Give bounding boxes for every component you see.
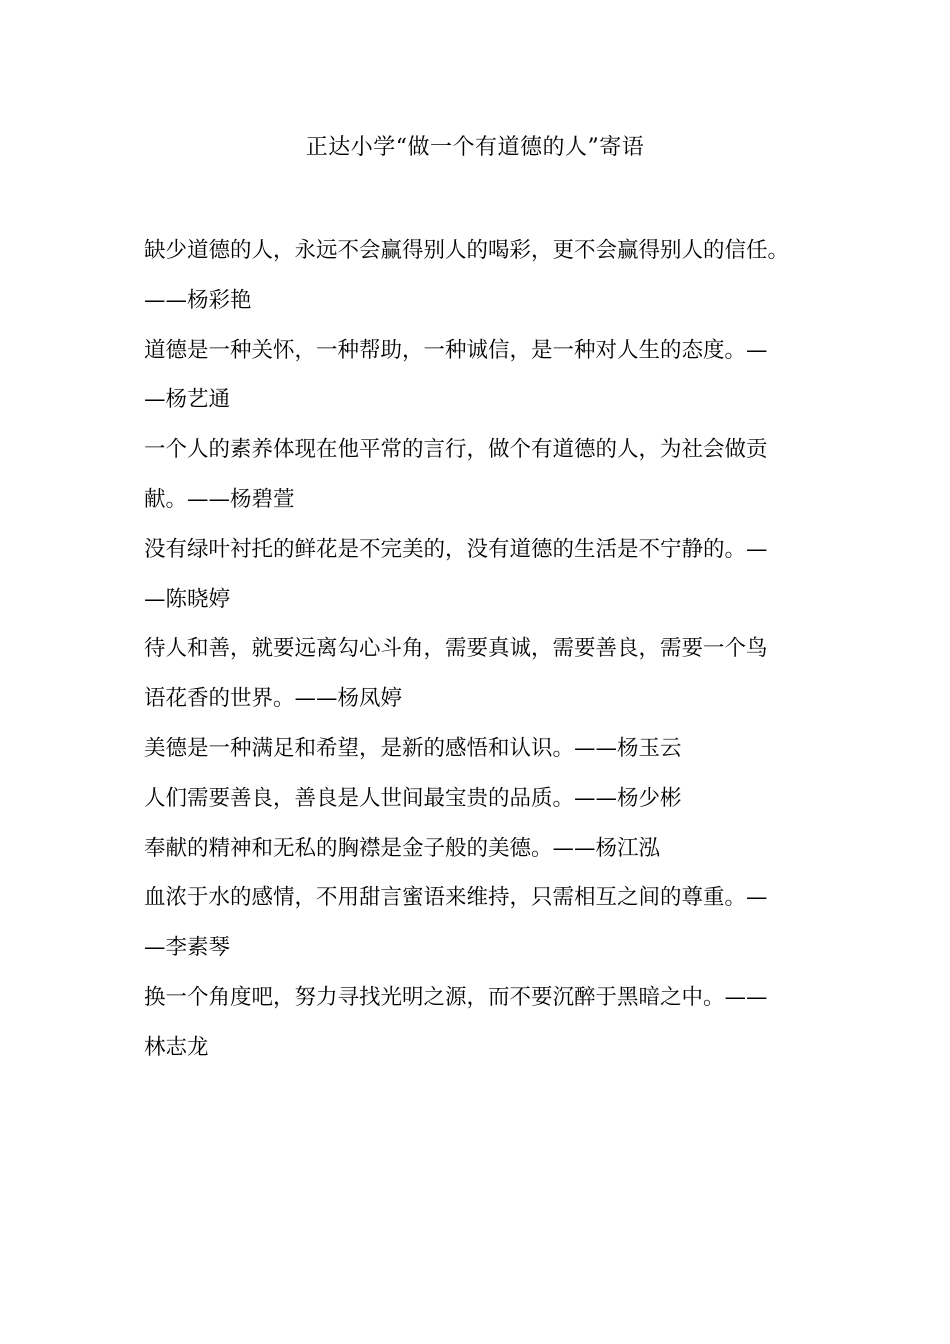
text-line: 没有绿叶衬托的鲜花是不完美的，没有道德的生活是不宁静的。— [144, 536, 768, 562]
text-line: 献。——杨碧萱 [144, 486, 295, 512]
text-line: 换一个角度吧，努力寻找光明之源，而不要沉醉于黑暗之中。—— [144, 984, 768, 1010]
text-line: —陈晓婷 [144, 586, 231, 612]
text-line: 人们需要善良，善良是人世间最宝贵的品质。——杨少彬 [144, 785, 682, 811]
text-line: ——杨彩艳 [144, 287, 252, 313]
document-body [144, 226, 808, 1073]
text-line: 待人和善，就要远离勾心斗角，需要真诚，需要善良，需要一个鸟 [144, 636, 768, 662]
text-line: 奉献的精神和无私的胸襟是金子般的美德。——杨江泓 [144, 835, 661, 861]
text-line: 语花香的世界。——杨凤婷 [144, 686, 403, 712]
text-line: 林志龙 [144, 1034, 209, 1060]
text-line: 美德是一种满足和希望，是新的感悟和认识。——杨玉云 [144, 735, 682, 761]
text-line: 缺少道德的人，永远不会赢得别人的喝彩，更不会赢得别人的信任。 [144, 238, 790, 263]
text-line: 血浓于水的感情，不用甜言蜜语来维持，只需相互之间的尊重。— [144, 885, 768, 911]
text-line: 道德是一种关怀，一种帮助，一种诚信，是一种对人生的态度。— [144, 337, 768, 363]
document-title: 正达小学“做一个有道德的人”寄语 [305, 135, 645, 160]
text-line: —杨艺通 [144, 387, 231, 413]
text-line: —李素琴 [144, 935, 231, 961]
text-line: 一个人的素养体现在他平常的言行，做个有道德的人，为社会做贡 [144, 437, 768, 463]
